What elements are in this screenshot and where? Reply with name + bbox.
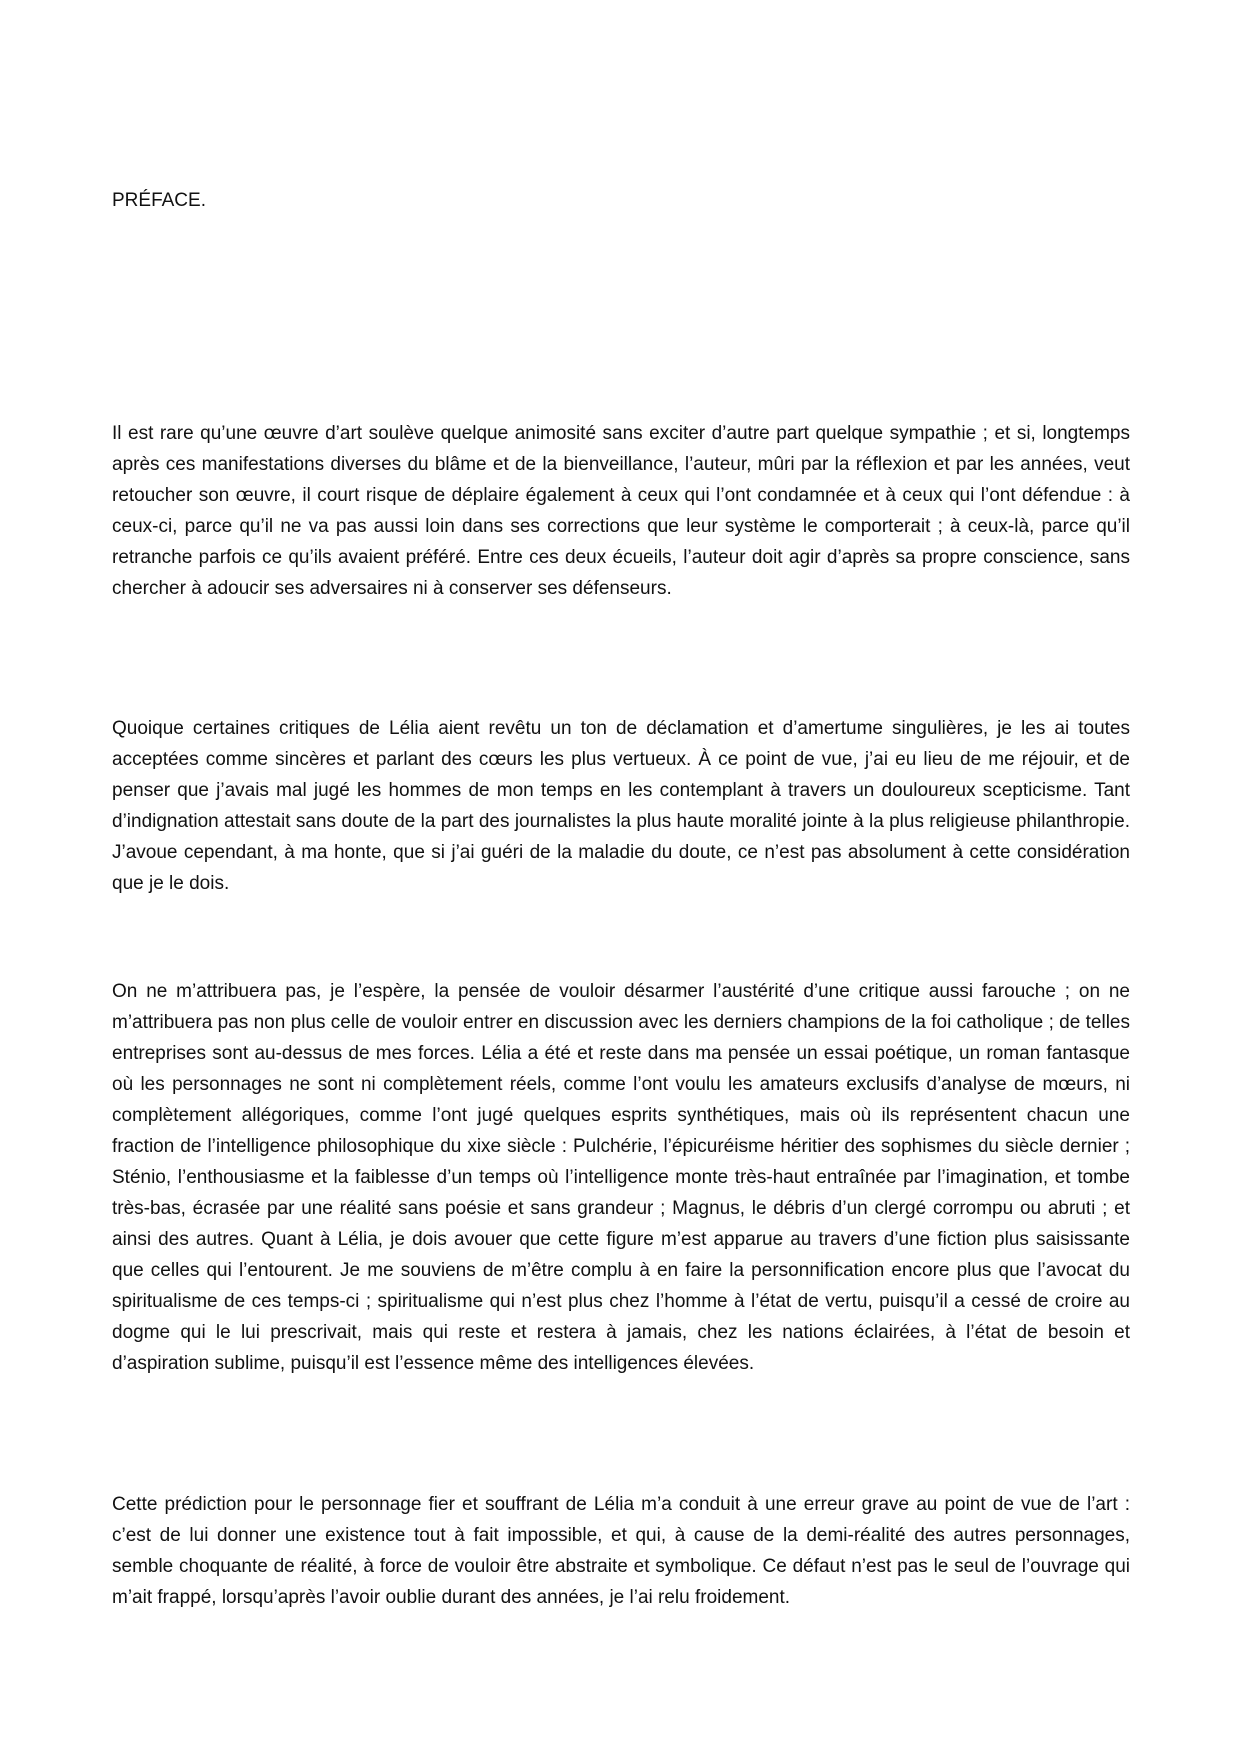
- page-title: PRÉFACE.: [112, 190, 206, 211]
- paragraph-2: Quoique certaines critiques de Lélia aient revêtu un ton de déclamation et d’amertume singulières, je les ai toutes acceptées comme sincères et parlant des cœurs les plus vertueux. À ce point de vue, j’ai eu lieu de me réjouir, et de penser que j’avais mal jugé les hommes de mon temps en les contemplant à travers un douloureux scepticisme. Tant d’indignation attestait sans doute de la part des journalistes la plus haute moralité jointe à la plus religieuse philanthropie. J’avoue cependant, à ma honte, que si j’ai guéri de la maladie du doute, ce n’est pas absolument à cette considération que je le dois.: [112, 718, 1130, 894]
- paragraph-4: Cette prédiction pour le personnage fier et souffrant de Lélia m’a conduit à une erreur grave au point de vue de l’art : c’est de lui donner une existence tout à fait impossible, et qui, à cause de la demi-réalité des autres personnages, semble choquante de réalité, à force de vouloir être abstraite et symbolique. Ce défaut n’est pas le seul de l’ouvrage qui m’ait frappé, lorsqu’après l’avoir oublie durant des années, je l’ai relu froidement.: [112, 1494, 1130, 1608]
- paragraph-1: Il est rare qu’une œuvre d’art soulève quelque animosité sans exciter d’autre part quelque sympathie ; et si, longtemps après ces manifestations diverses du blâme et de la bienveillance, l’auteur, mûri par la réflexion et par les années, veut retoucher son œuvre, il court risque de déplaire également à ceux qui l’ont condamnée et à ceux qui l’ont défendue : à ceux-ci, parce qu’il ne va pas aussi loin dans ses corrections que leur système le comporterait ; à ceux-là, parce qu’il retranche parfois ce qu’ils avaient préféré. Entre ces deux écueils, l’auteur doit agir d’après sa propre conscience, sans chercher à adoucir ses adversaires ni à conserver ses défenseurs.: [112, 423, 1130, 599]
- paragraph-3: On ne m’attribuera pas, je l’espère, la pensée de vouloir désarmer l’austérité d’une critique aussi farouche ; on ne m’attribuera pas non plus celle de vouloir entrer en discussion avec les derniers champions de la foi catholique ; de telles entreprises sont au-dessus de mes forces. Lélia a été et reste dans ma pensée un essai poétique, un roman fantasque où les personnages ne sont ni complètement réels, comme l’ont voulu les amateurs exclusifs d’analyse de mœurs, ni complètement allégoriques, comme l’ont jugé quelques esprits synthétiques, mais où ils représentent chacun une fraction de l’intelligence philosophique du xixe siècle : Pulchérie, l’épicuréisme héritier des sophismes du siècle dernier ; Sténio, l’enthousiasme et la faiblesse d’un temps où l’intelligence monte très-haut entraînée par l’imagination, et tombe très-bas, écrasée par une réalité sans poésie et sans grandeur ; Magnus, le débris d’un clergé corrompu ou abruti ; et ainsi des autres. Quant à Lélia, je dois avouer que cette figure m’est apparue au travers d’une fiction plus saisissante que celles qui l’entourent. Je me souviens de m’être complu à en faire la personnification encore plus que l’avocat du spiritualisme de ces temps-ci ; spiritualisme qui n’est plus chez l’homme à l’état de vertu, puisqu’il a cessé de croire au dogme qui le lui prescrivait, mais qui reste et restera à jamais, chez les nations éclairées, à l’état de besoin et d’aspiration sublime, puisqu’il est l’essence même des intelligences élevées.: [112, 981, 1130, 1374]
